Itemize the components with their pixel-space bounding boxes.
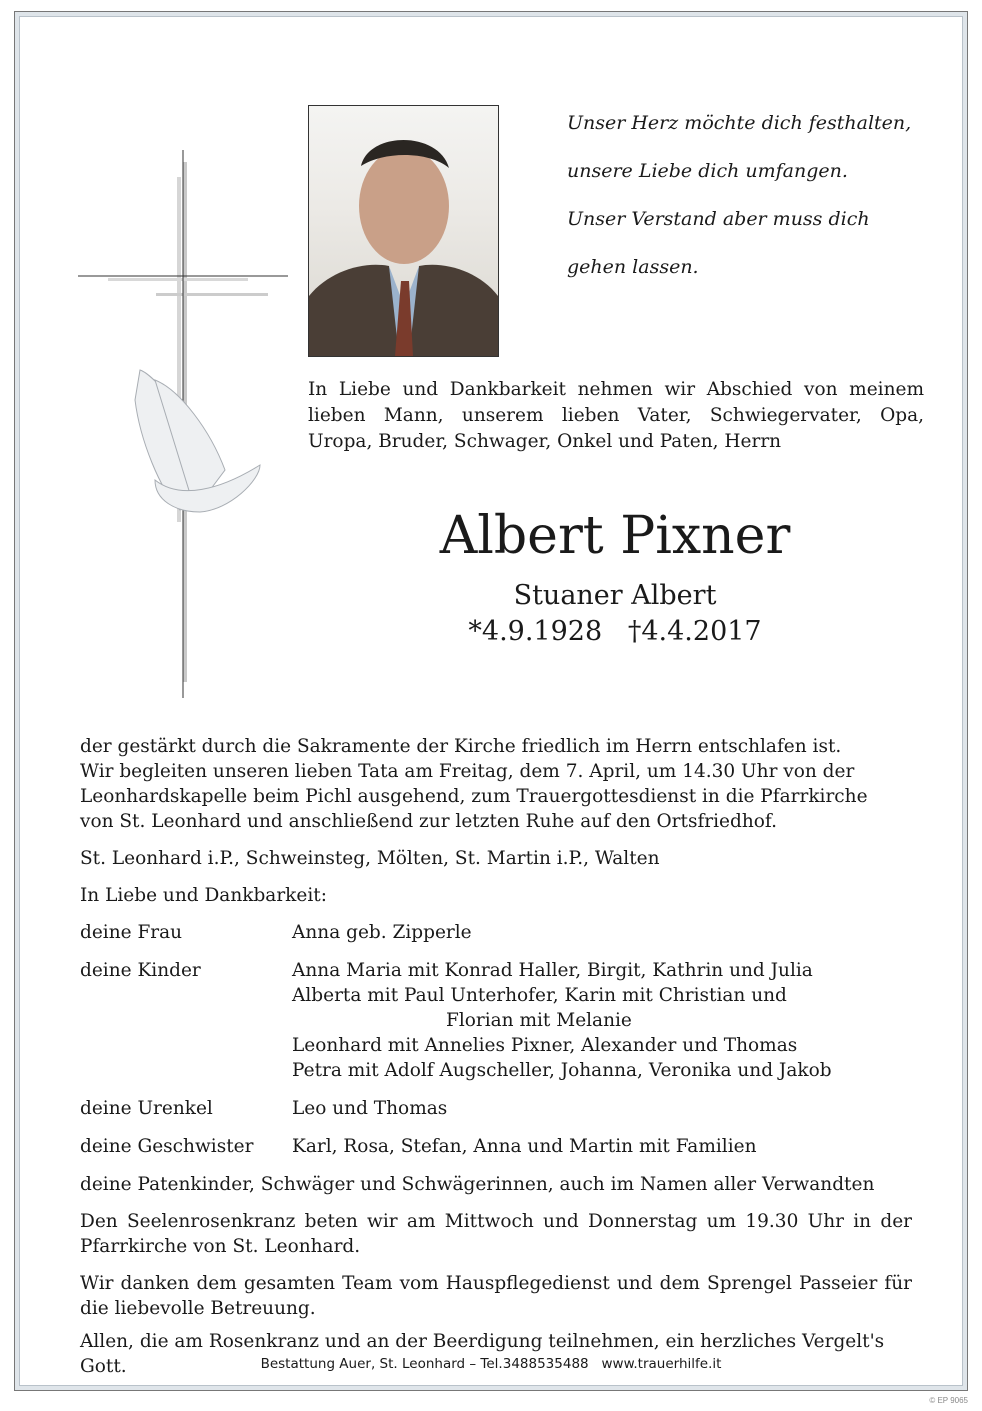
poem-line: Unser Herz möchte dich festhalten, <box>567 112 912 134</box>
family-label: deine Urenkel <box>80 1098 213 1119</box>
text-line: die liebevolle Betreuung. <box>80 1298 316 1319</box>
deceased-name: Albert Pixner <box>439 506 791 566</box>
deceased-nickname: Stuaner Albert <box>513 580 717 611</box>
text-line: der gestärkt durch die Sakramente der Kirche friedlich im Herrn entschlafen ist. <box>80 736 842 757</box>
family-value: Anna geb. Zipperle <box>292 922 472 943</box>
poem-line: Unser Verstand aber muss dich <box>567 208 870 230</box>
text-line: Den Seelenrosenkranz beten wir am Mittwoch und Donnerstag um 19.30 Uhr in der <box>80 1211 912 1232</box>
family-row <box>80 1134 912 1159</box>
family-label: deine Geschwister <box>80 1136 254 1157</box>
funeral-home-footer: Bestattung Auer, St. Leonhard – Tel.3488535488 www.trauerhilfe.it <box>260 1356 722 1372</box>
rosary-paragraph <box>80 1209 912 1259</box>
family-row <box>80 958 912 1083</box>
family-row <box>80 1096 912 1121</box>
closing: Allen, die am Rosenkranz und an der Beerdigung teilnehmen, ein herzliches Vergelt's Gott. <box>80 1331 885 1377</box>
thanks-paragraph <box>80 1271 912 1321</box>
intro-text <box>308 377 924 455</box>
family-value: Petra mit Adolf Augscheller, Johanna, Veronika und Jakob <box>292 1060 832 1081</box>
text-line: von St. Leonhard und anschließend zur letzten Ruhe auf den Ortsfriedhof. <box>80 811 777 832</box>
family-value: Leo und Thomas <box>292 1098 448 1119</box>
family-value: Karl, Rosa, Stefan, Anna und Martin mit Familien <box>292 1136 757 1157</box>
portrait-photo <box>308 105 499 357</box>
text-line: Wir begleiten unseren lieben Tata am Freitag, dem 7. April, um 14.30 Uhr von der <box>80 761 855 782</box>
intro-line: Uropa, Bruder, Schwager, Onkel und Paten, Herrn <box>308 431 782 452</box>
cross-with-praying-hands-icon <box>60 140 300 710</box>
deceased-dates: *4.9.1928 †4.4.2017 <box>468 616 762 647</box>
family-row <box>80 920 912 945</box>
text-line: Wir danken dem gesamten Team vom Hauspflegedienst und dem Sprengel Passeier für <box>80 1273 912 1294</box>
text-line: Pfarrkirche von St. Leonhard. <box>80 1236 361 1257</box>
person-silhouette-icon <box>309 106 498 356</box>
places: St. Leonhard i.P., Schweinsteg, Mölten, St. Martin i.P., Walten <box>80 848 660 869</box>
family-value: Anna Maria mit Konrad Haller, Birgit, Kathrin und Julia <box>292 960 813 981</box>
family-value: Leonhard mit Annelies Pixner, Alexander und Thomas <box>292 1035 798 1056</box>
family-value: Alberta mit Paul Unterhofer, Karin mit Christian und <box>292 985 787 1006</box>
family-label: deine Kinder <box>80 960 201 981</box>
obituary-body <box>80 722 912 1379</box>
mourners-intro: In Liebe und Dankbarkeit: <box>80 885 327 906</box>
text-line: Leonhardskapelle beim Pichl ausgehend, zum Trauergottesdienst in die Pfarrkirche <box>80 786 868 807</box>
family-value: Florian mit Melanie <box>446 1010 632 1031</box>
relatives: deine Patenkinder, Schwäger und Schwägerinnen, auch im Namen aller Verwandten <box>80 1174 875 1195</box>
intro-line: In Liebe und Dankbarkeit nehmen wir Abschied von meinem <box>308 379 924 400</box>
family-label: deine Frau <box>80 922 183 943</box>
template-code: © EP 9065 <box>929 1396 968 1405</box>
intro-line: lieben Mann, unserem lieben Vater, Schwiegervater, Opa, <box>308 405 924 426</box>
poem <box>567 112 911 304</box>
poem-line: unsere Liebe dich umfangen. <box>567 160 848 182</box>
poem-line: gehen lassen. <box>567 256 699 278</box>
